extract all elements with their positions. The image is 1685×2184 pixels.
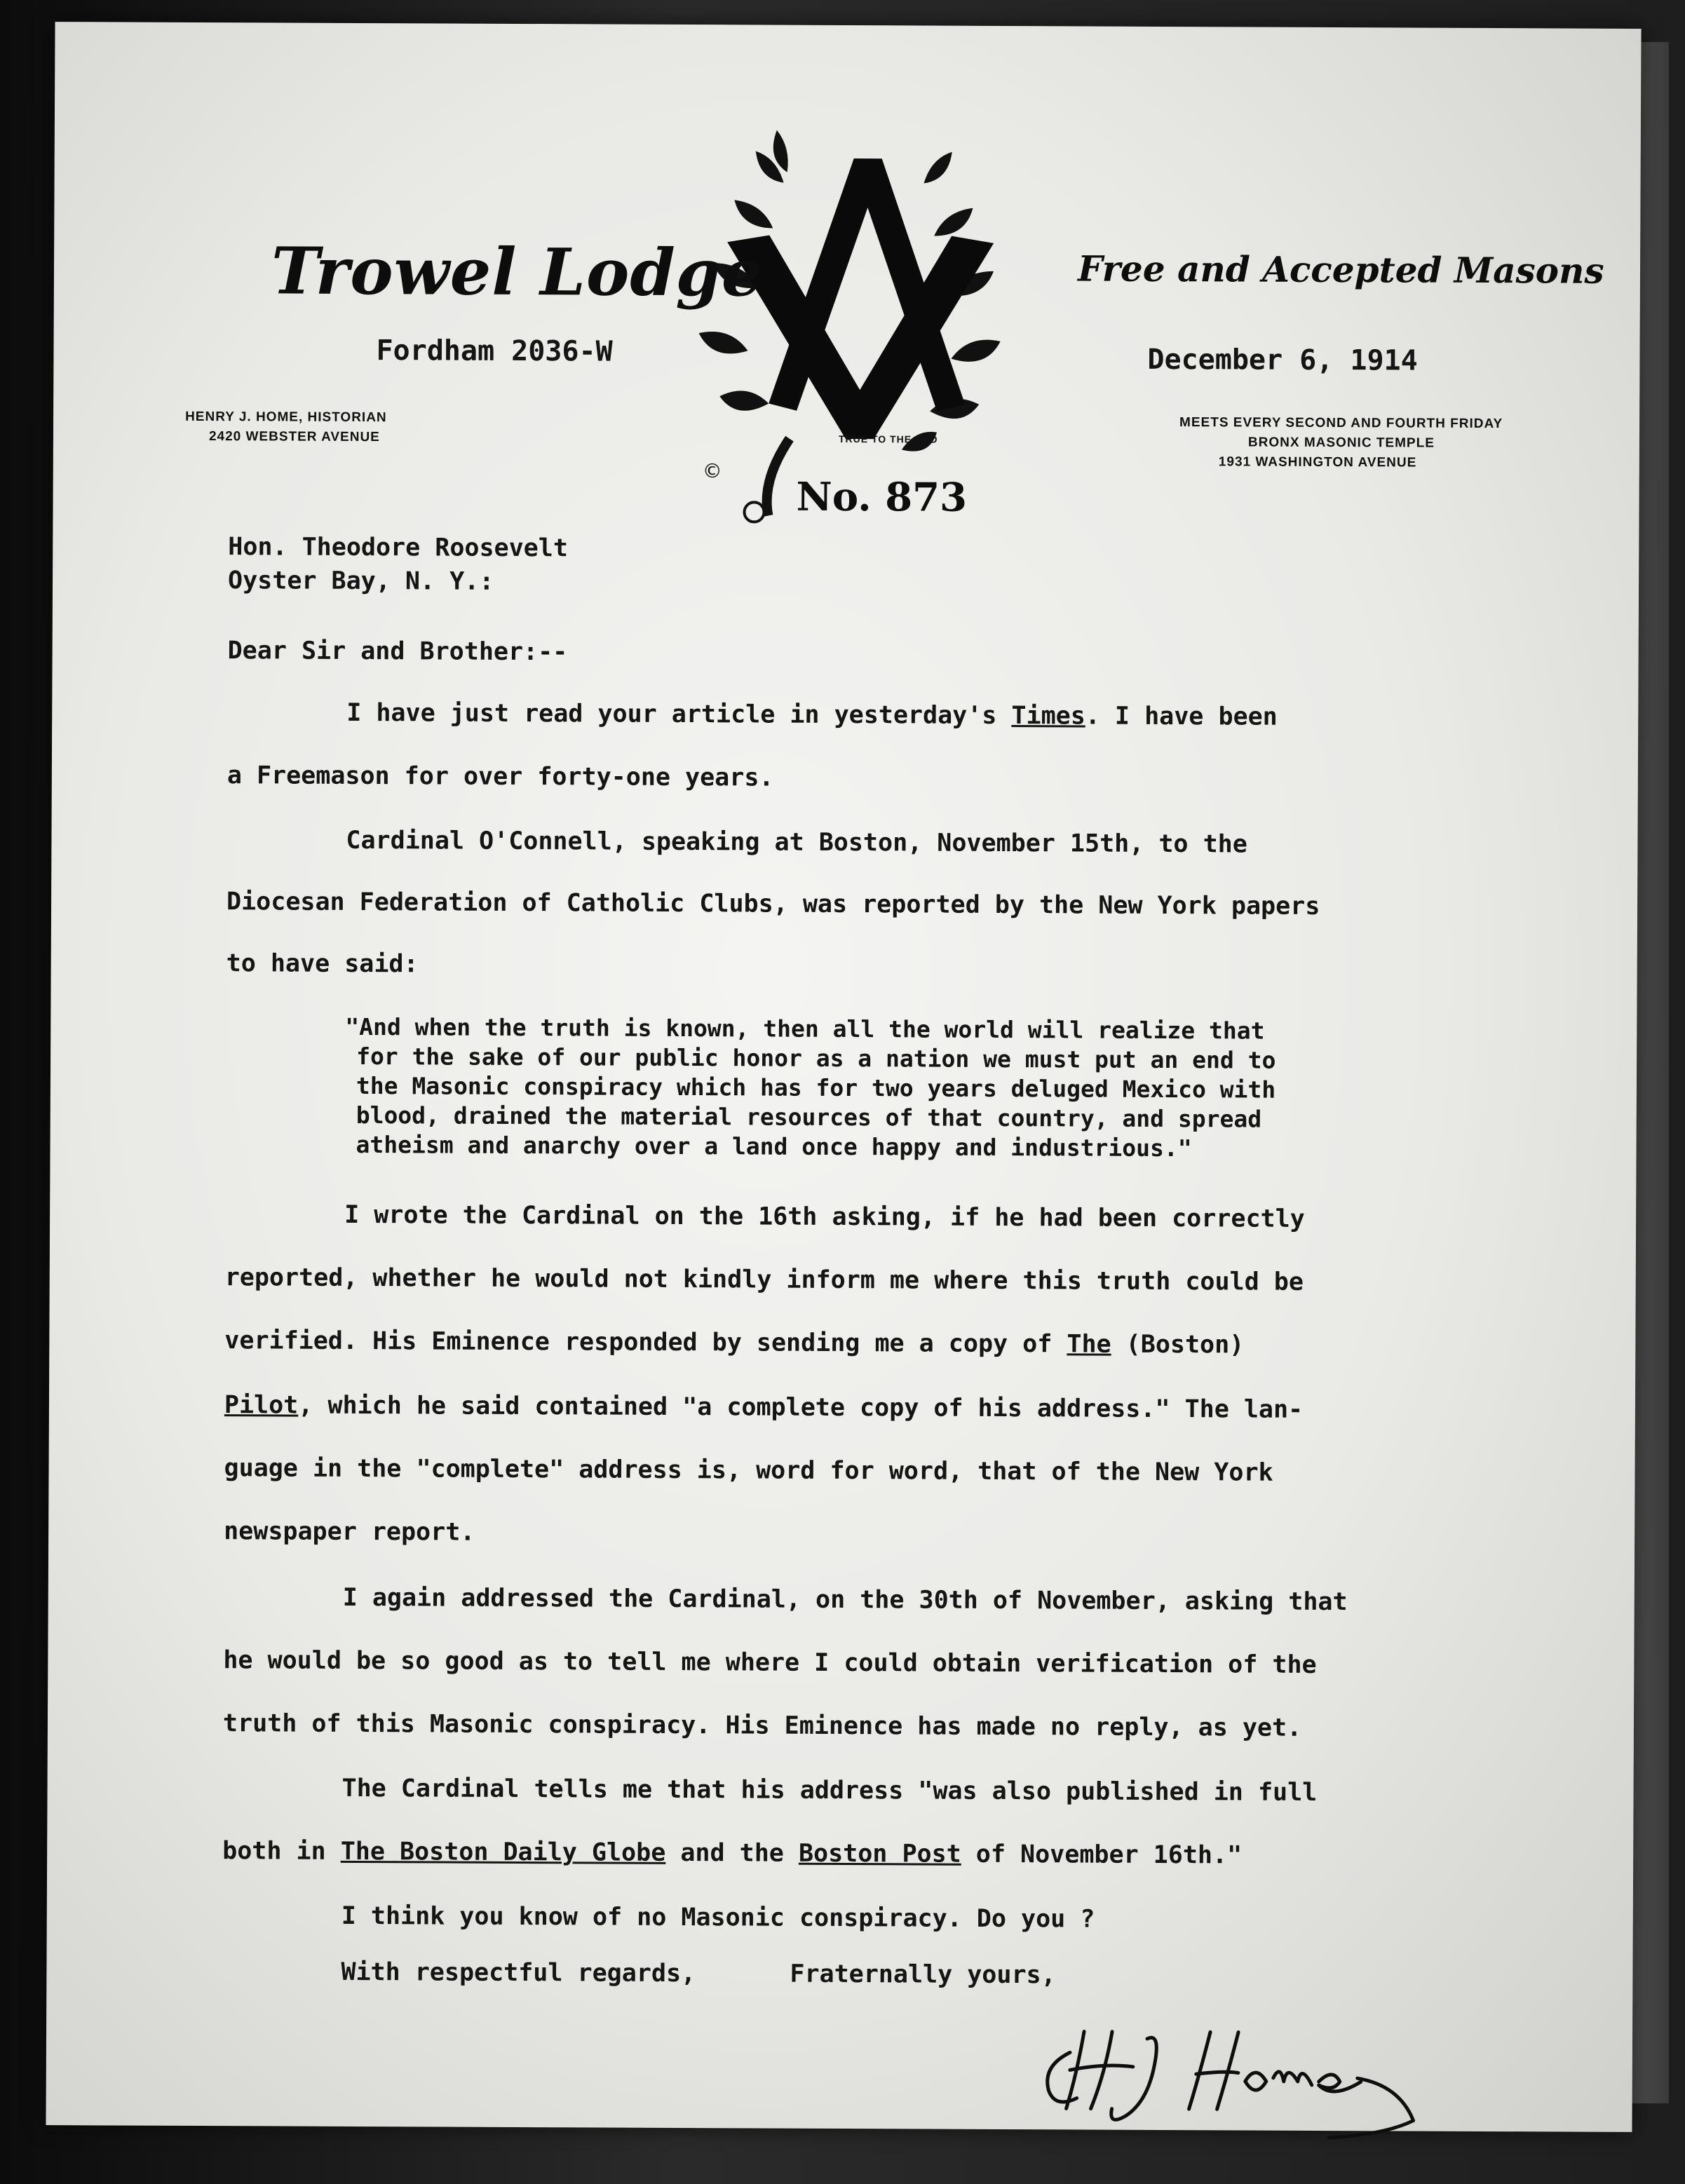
letter-date: December 6, 1914: [1147, 343, 1418, 377]
phone-number: Fordham 2036-W: [376, 334, 613, 368]
salutation: Dear Sir and Brother:--: [227, 637, 568, 667]
paragraph-3-line-5: guage in the "complete" address is, word for word, that of the New York: [224, 1454, 1273, 1487]
paragraph-1-line-2: a Freemason for over forty-one years.: [226, 761, 774, 792]
text-run: (Boston): [1111, 1330, 1245, 1359]
paragraph-5-line-2: [222, 1837, 1242, 1869]
paragraph-3-line-3: [224, 1327, 1244, 1359]
text-run: , which he said contained "a complete copy of his address." The lan-: [298, 1391, 1304, 1424]
text-run: verified. His Eminence responded by sending me a copy of: [224, 1327, 1067, 1359]
historian-address: 2420 WEBSTER AVENUE: [208, 429, 380, 445]
text-run: and the: [665, 1838, 799, 1868]
pilot-title: Pilot: [224, 1391, 299, 1420]
paragraph-3-line-4: [224, 1391, 1303, 1424]
paragraph-3-line-6: newspaper report.: [224, 1517, 475, 1547]
quote-line-5: atheism and anarchy over a land once happy and industrious.": [356, 1130, 1192, 1162]
historian-name: HENRY J. HOME, HISTORIAN: [185, 409, 387, 426]
quote-line-3: the Masonic conspiracy which has for two years deluged Mexico with: [356, 1071, 1276, 1104]
closing-valediction: Fraternally yours,: [790, 1960, 1056, 1990]
pilot-title-the: The: [1067, 1330, 1111, 1359]
lodge-number: No. 873: [796, 473, 968, 521]
recipient-name: Hon. Theodore Roosevelt: [228, 533, 569, 563]
boston-post-title: Boston Post: [798, 1839, 961, 1868]
quote-line-4: blood, drained the material resources of that country, and spread: [356, 1101, 1262, 1133]
paragraph-1-line-1: [346, 699, 1278, 731]
paragraph-2-line-1: Cardinal O'Connell, speaking at Boston, November 15th, to the: [346, 826, 1247, 859]
lodge-name: Trowel Lodge: [271, 233, 764, 311]
quote-line-2: for the sake of our public honor as a nation we must put an end to: [356, 1042, 1276, 1074]
text-run: both in: [222, 1837, 341, 1866]
paragraph-5-line-1: The Cardinal tells me that his address "was also published in full: [341, 1774, 1318, 1807]
paragraph-2-line-3: to have said:: [226, 949, 419, 979]
paragraph-3-line-1: I wrote the Cardinal on the 16th asking, if he had been correctly: [344, 1200, 1305, 1233]
text-run: . I have been: [1085, 702, 1278, 731]
paragraph-4-line-3: truth of this Masonic conspiracy. His Eminence has made no reply, as yet.: [222, 1709, 1302, 1742]
quote-line-1: "And when the truth is known, then all the world will realize that: [345, 1012, 1265, 1045]
paragraph-4-line-1: I again addressed the Cardinal, on the 30th of November, asking that: [342, 1583, 1348, 1617]
closing-regards: With respectful regards,: [341, 1958, 696, 1988]
letter-page: [46, 22, 1641, 2132]
emblem-motto: TRUE TO THE END: [838, 433, 938, 445]
text-run: of November 16th.": [961, 1840, 1243, 1870]
recipient-address: Oyster Bay, N. Y.:: [227, 567, 494, 596]
handwritten-signature: [1027, 2010, 1477, 2145]
meeting-place: BRONX MASONIC TEMPLE: [1247, 435, 1435, 451]
paragraph-6: I think you know of no Masonic conspiracy. Do you ?: [341, 1901, 1095, 1934]
copyright-mark: ©: [702, 459, 722, 483]
text-run: I have just read your article in yesterday's: [346, 698, 1012, 731]
meeting-address: 1931 WASHINGTON AVENUE: [1218, 454, 1417, 470]
paragraph-4-line-2: he would be so good as to tell me where I could obtain verification of the: [223, 1646, 1317, 1679]
times-title: Times: [1011, 702, 1085, 731]
paragraph-3-line-2: reported, whether he would not kindly inform me where this truth could be: [224, 1263, 1304, 1296]
order-name: Free and Accepted Masons: [1077, 247, 1604, 292]
meeting-schedule: MEETS EVERY SECOND AND FOURTH FRIDAY: [1179, 415, 1503, 432]
paragraph-2-line-2: Diocesan Federation of Catholic Clubs, was reported by the New York papers: [226, 888, 1320, 921]
boston-globe-title: The Boston Daily Globe: [340, 1837, 666, 1867]
square-and-compasses-emblem-icon: [670, 109, 1036, 531]
